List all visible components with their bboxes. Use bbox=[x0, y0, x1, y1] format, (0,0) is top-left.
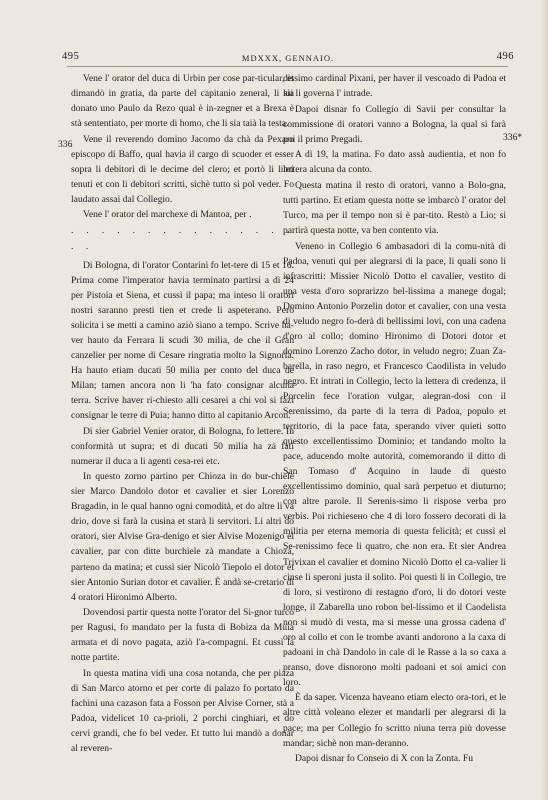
left-column bbox=[71, 71, 294, 757]
paragraph: A dì 19, la matina. Fo dato assà audientia, et non fo lettera alcuna da conto. bbox=[283, 149, 506, 176]
ellipsis-line: . . . . . . . . . . . . . . . . . bbox=[71, 225, 294, 252]
paragraph: Dapoi disnar fo Conseio di X con la Zonta. Fu bbox=[295, 753, 473, 765]
running-header bbox=[58, 51, 518, 65]
left-margin-number: 336 bbox=[58, 139, 73, 150]
right-margin-number: 336* bbox=[503, 132, 523, 143]
page-edge-shadow bbox=[540, 0, 548, 800]
paragraph: Dapoi disnar fo Collegio di Savii per consultar la commissione di oratori vanno a Bologna, la qual si farà poi il primo Pregadi. bbox=[283, 103, 506, 145]
paragraph: Vene il reverendo domino Jacomo da chà da Pexaro episcopo di Baffo, qual havia il cargo di scuoder et esser sopra li debitori di le decime del clero; et portò li libri tenuti et con li debitori scritti, sichè tutto si pol veder. Fo laudato assai dal Collegio. bbox=[71, 133, 294, 205]
header-title: MDXXX, GENNAIO. bbox=[241, 53, 335, 63]
paragraph: In questo zorno partino per Chioza in do bur-chiele sier Marco Dandolo dotor et cavalier et sier Lorenzo Bragadin, in le qual hanno ogni comodità, et do altre li va drio, dove si farà la cusina et starà li servitori. Li altri do oratori, sier Alvise Gra-denigo et sier Alvise Mozenigo el cavalier, par con ditte burchiele zà mandate a Chioza, parteno da matina; et cussì sier Nicolò Tiepolo el dotor et sier Antonio Surian dotor et cavalier. È andà se-cretario di 4 oratori Hironimo Alberto. bbox=[71, 471, 294, 603]
paragraph: È da saper. Vicenza haveano etiam electo ora-tori, et le altre città voleano elezer et mandarli per alegrarsi di la pace; ma per Collegio fo scritto niuna terra più dovesse mandar; sichè non man-deranno. bbox=[283, 692, 506, 749]
paragraph: Vene l' orator del marchexe di Mantoa, per . bbox=[83, 209, 252, 221]
paragraph: Questa matina il resto di oratori, vanno a Bolo-gna, tutti partino. Et etiam questa notte se imbarcò l' orator del Turco, ma per il tempo non si è par-tito. Restò a Lio; si partirà questa notte, va ben contento via. bbox=[283, 179, 506, 236]
paragraph: Di sier Gabriel Venier orator, di Bologna, fo lettere. In conformità ut supra; et di ducati 50 milia ha zà fati numerar il duca a li agenti cesa-rei etc. bbox=[71, 425, 294, 467]
right-page-number: 496 bbox=[496, 51, 514, 62]
paragraph: In questa matina vidi una cosa notanda, che per piaza di San Marco atorno et per corte di palazo fo portato da fachini una cazason fata a Fosson per Alvise Corner, stà a Padoa, videlicet 10 ca-prioli, 2 porchi cinghiari, et do cervi grandi, che fo bel veder. Et tutto lui mandò a donar al reveren- bbox=[71, 667, 294, 755]
paragraph: Veneno in Collegio 6 ambasadori di la comu-nità di Padoa, venuti qui per alegrarsi di la pace, li quali sono li infrascritti: Missier Nicolò Dotto el cavalier, vestito di una vesta d'oro soprarizzo bel-lissima a manege dogal; Domino Antonio Porzelin dotor et cavalier, con una vesta di veludo negro fo-derà di bellissimi lovi, con una cadena d'oro al collo; domino Hironimo di Dotori dotor et domino Lorenzo Zacho dotor, in veludo negro; Zuan Za-barella, in raso negro, et Francesco Caodilista in veludo negro. Et intrati in Collegio, lecto la lettera di credenza, il Porcelin fece l'oration vulgar, alegran-dosi con il Serenissimo, da parte di la terra di Padoa, populo et territorio, di la pace fata, sperando viver quieti sotto questo excellentissimo Dominio; et tandando molto la pace, aducendo molte autorità, comemorando il ditto di San Tomaso d' Acquino in laude di questo excellentissimo dominio, qual sarà perpetuo et diuturno; con altre parole. Il Serenis-simo li rispose verba pro verbis. Poi richiesено che 4 di loro fossero decorati di la militia per eterna memoria di questa felicità; et cussì el Se-renissimo fece li quatro, che non era. Et sier Andrea Trivixan el cavalier et domino Nicolò Dotto el ca-valier li cinse li speroni justa il solito. Poi questi li in Collegio, tre di loro, si vestirono di restagno d'oro, li do dotori veste longe, il Zabarella uno robon bel-lissimo et il Caodelista non si mudò di vesta, ma si messe una grossa cadena d' oro al collo et con le trombe avanti andorono a la caxa di padoani in chà Dandolo in cale di le Rasse a la so caxa a pranso, dove disnorono molti padoani et soi amici con loro. bbox=[283, 240, 506, 688]
paragraph: Vene l' orator del duca di Urbin per cose par-ticular, et dimandò in gratia, da parte del capitanio zeneral, li sia donato uno Paulo da Rezo qual è in-zegner et a Brexa è stà sententiato, per morte di homo, che li sia taià la testa. bbox=[71, 73, 294, 130]
paragraph: Di Bologna, di l'orator Contarini fo let-tere di 15 et 16. Prima come l'imperator havia terminato partirsi a dì 24 per Pistoia et Siena, et cussì il papa; ma inteso li oratori nostri saranno presti tien et crede li aspeterano. Però solicita i se metti a camino aziò siano a tempo. Scrive ha-ver hauto da Ferrara li scudi 30 milia, de che il Gran canzelier per nome di Cesare ringratia molto la Signoria. Ha hauto etiam ducati 50 milia per conto del duca de Milan; tamen ancora non li 'ha fato consignar alcuna terra. Scrive haver ri-chiesto alli cesarei a chi vol si fazi consignar le terre di Puia; hanno ditto al capitanio Arcon. bbox=[71, 259, 294, 422]
header-rule bbox=[67, 66, 508, 67]
right-column bbox=[283, 71, 506, 767]
paragraph: Dovendosi partir questa notte l'orator del Si-gnor turco per Ragusi, fo mandato per la fusta di Bobiza da Muia armata et di novo pagata, aziò l'a-compagni. Et cussì la notte partite. bbox=[71, 607, 294, 664]
paragraph: dissimo cardinal Pixani, per haver il vescoado di Padoa et lui li governa l' intrade. bbox=[283, 73, 506, 100]
left-page-number: 495 bbox=[62, 51, 80, 62]
